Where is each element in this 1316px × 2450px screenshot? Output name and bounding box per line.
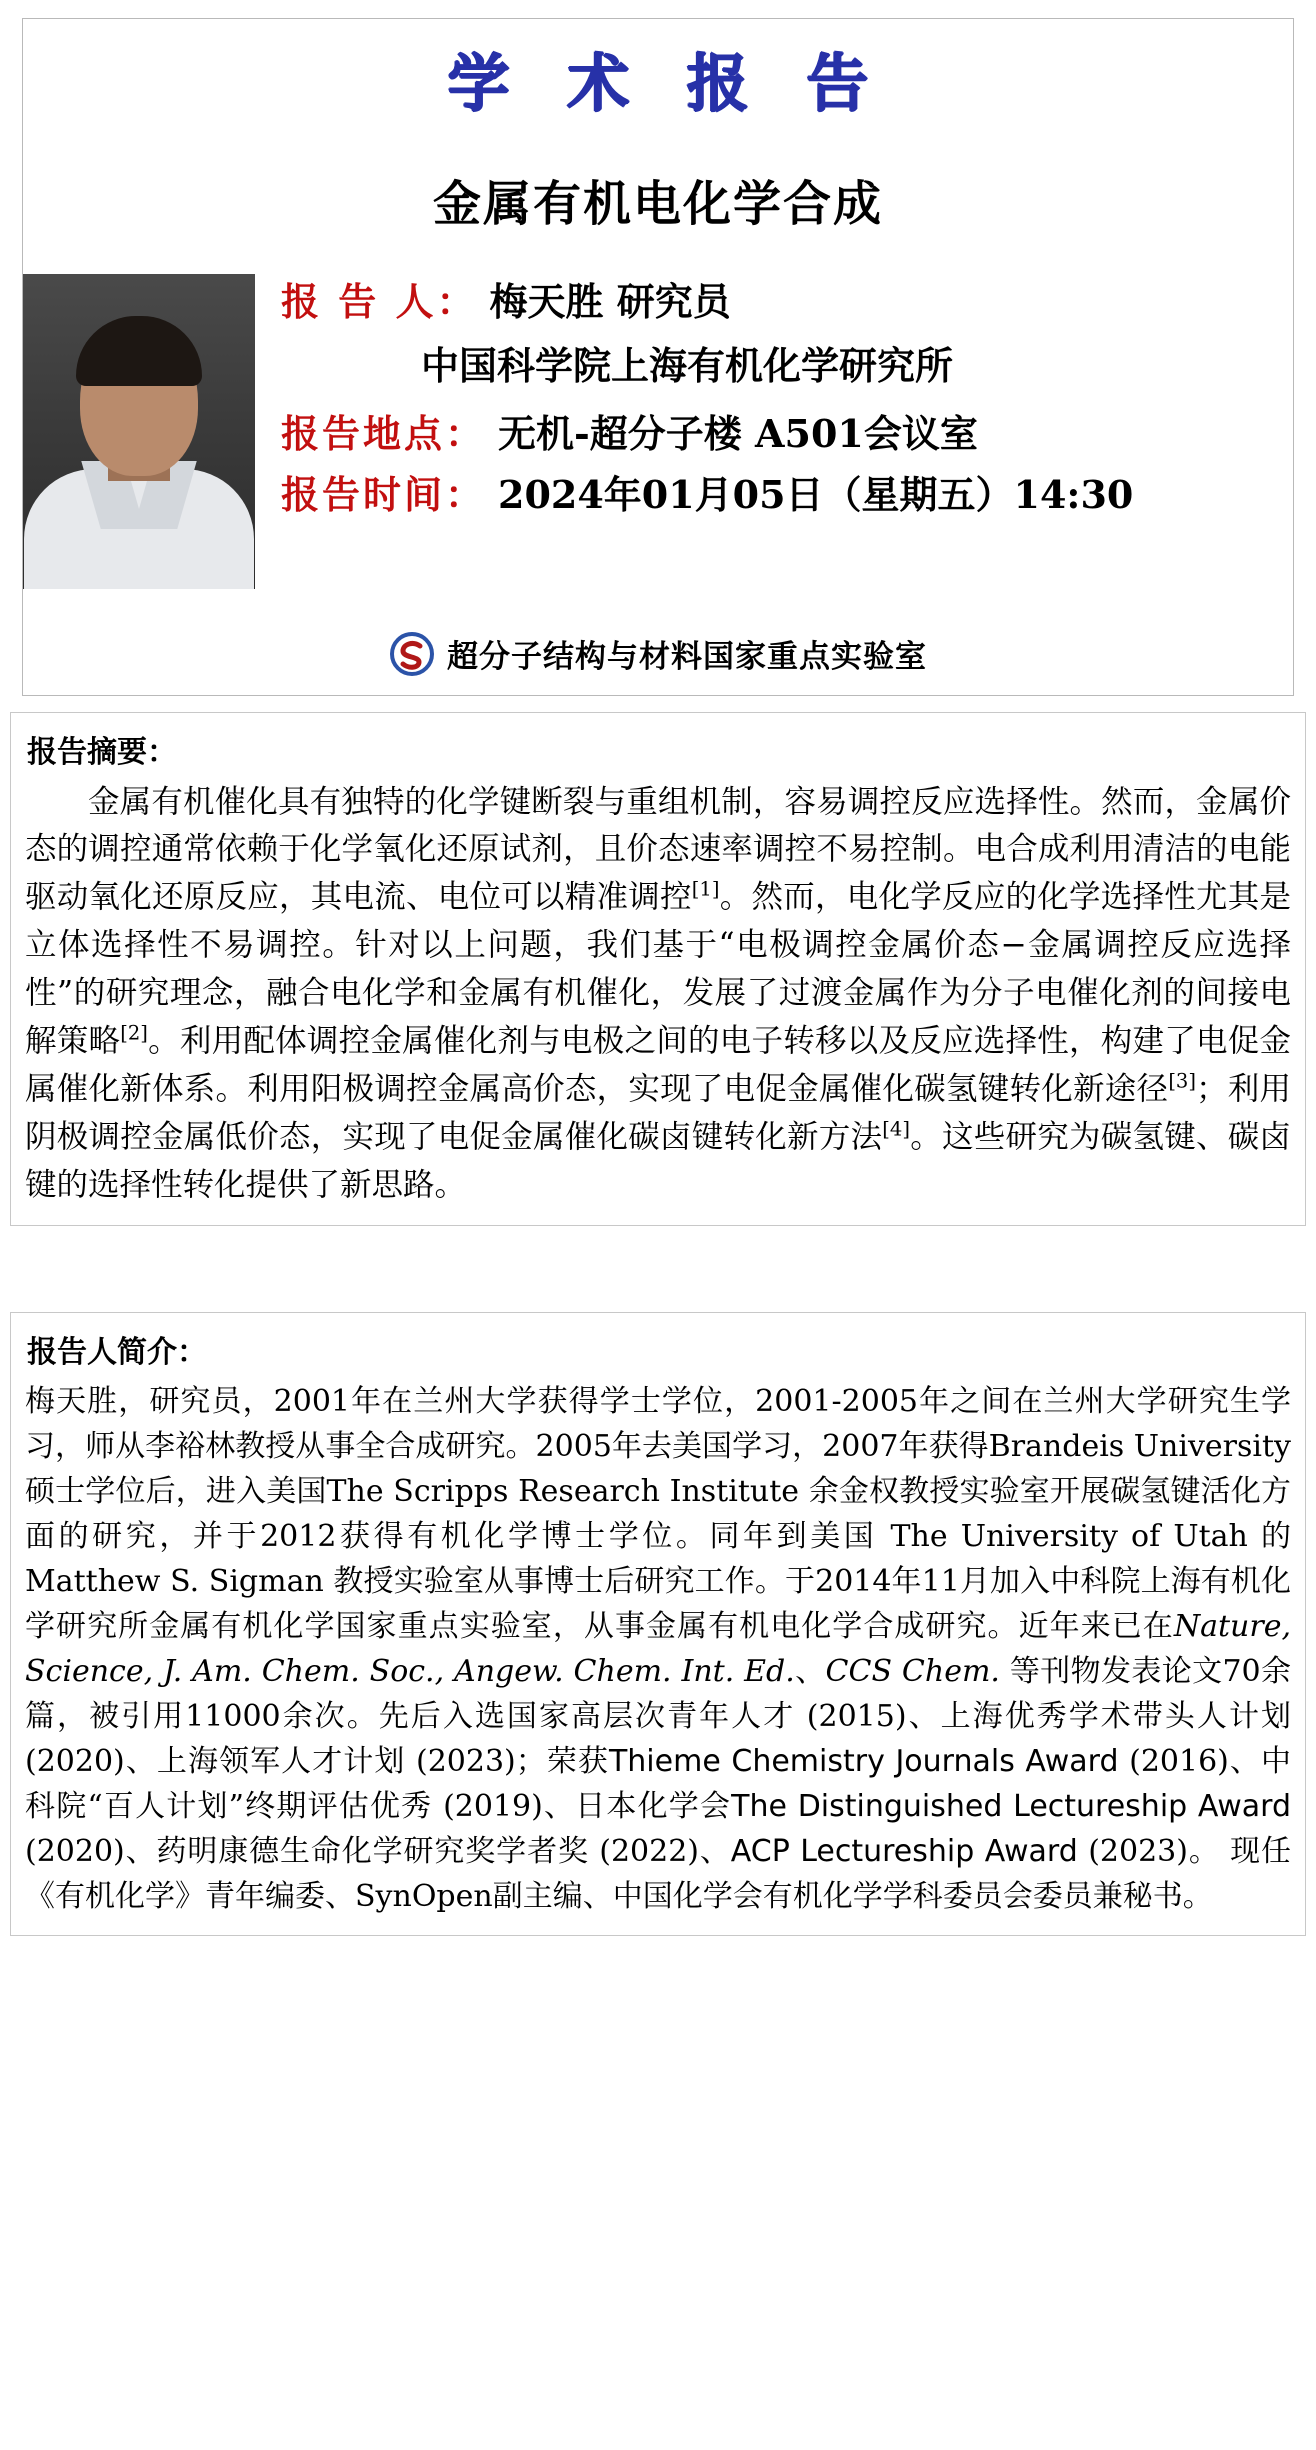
poster-header-card [22, 18, 1294, 696]
speaker-portrait-image [23, 274, 255, 589]
bio-paragraph: 梅天胜，研究员，2001年在兰州大学获得学士学位，2001-2005年之间在兰州大学研究生学习，师从李裕林教授从事全合成研究。2005年去美国学习，2007年获得Brandeis University硕士学位后，进入美国The Scripps Research Institute 余金权教授实验室开展碳氢键活化方面的研究，并于2012获得有机化学博士学位。同年到美国 The University of Utah 的 Matthew S. Sigman 教授实验室从事博士后研究工作。于2014年11月加入中科院上海有机化学研究所金属有机化学国家重点实验室，从事金属有机电化学合成研究。近年来已在Nature, Science, J. Am. Chem. Soc., Angew. Chem. Int. Ed.、CCS Chem. 等刊物发表论文70余篇，被引用11000余次。先后入选国家高层次青年人才 (2015)、上海优秀学术带头人计划 (2020)、上海领军人才计划 (2023)；荣获Thieme Chemistry Journals Award (2016)、中科院“百人计划”终期评估优秀 (2019)、日本化学会The Distinguished Lectureship Award (2020)、药明康德生命化学研究奖学者奖 (2022)、ACP Lectureship Award (2023)。 现任《有机化学》青年编委、SynOpen副主编、中国化学会有机化学学科委员会委员兼秘书。 [25, 1384, 1292, 1915]
time-row [281, 467, 1281, 522]
page-banner: 学 术 报 告 [447, 47, 887, 120]
bio-section [10, 1312, 1306, 1936]
lab-footer [23, 631, 1293, 677]
abstract-paragraph: 金属有机催化具有独特的化学键断裂与重组机制，容易调控反应选择性。然而，金属价态的调控通常依赖于化学氧化还原试剂，且价态速率调控不易控制。电合成利用清洁的电能驱动氧化还原反应，其电流、电位可以精准调控[1]。然而，电化学反应的化学选择性尤其是立体选择性不易调控。针对以上问题，我们基于“电极调控金属价态−金属调控反应选择性”的研究理念，融合电化学和金属有机催化，发展了过渡金属作为分子电催化剂的间接电解策略[2]。利用配体调控金属催化剂与电极之间的电子转移以及反应选择性，构建了电促金属催化新体系。利用阳极调控金属高价态，实现了电促金属催化碳氢键转化新途径[3]；利用阴极调控金属低价态，实现了电促金属催化碳卤键转化新方法[4]。这些研究为碳氢键、碳卤键的选择性转化提供了新思路。 [25, 783, 1291, 1203]
abstract-section [10, 712, 1306, 1227]
section-gap [0, 1226, 1316, 1296]
speaker-info-lines [255, 274, 1293, 528]
time-label: 报告时间： [281, 471, 487, 517]
lab-name: 超分子结构与材料国家重点实验室 [447, 639, 927, 675]
page-title: 金属有机电化学合成 [432, 175, 883, 232]
bio-heading: 报告人简介： [27, 1335, 207, 1371]
speaker-info-area [23, 274, 1293, 589]
portrait-hair-shape [76, 316, 202, 386]
time-value: 2024年01月05日（星期五）14:30 [498, 471, 1134, 517]
speaker-affiliation: 中国科学院上海有机化学研究所 [421, 342, 954, 388]
venue-label: 报告地点： [281, 410, 487, 456]
speaker-row [281, 274, 1281, 329]
abstract-heading: 报告摘要： [27, 734, 177, 770]
speaker-label: 报 告 人： [281, 278, 478, 324]
poster-page [0, 18, 1316, 2450]
s-circle-logo-icon [389, 631, 435, 677]
venue-row [281, 406, 1281, 461]
speaker-value: 梅天胜 研究员 [489, 278, 731, 324]
venue-value: 无机-超分子楼 A501会议室 [498, 410, 978, 456]
